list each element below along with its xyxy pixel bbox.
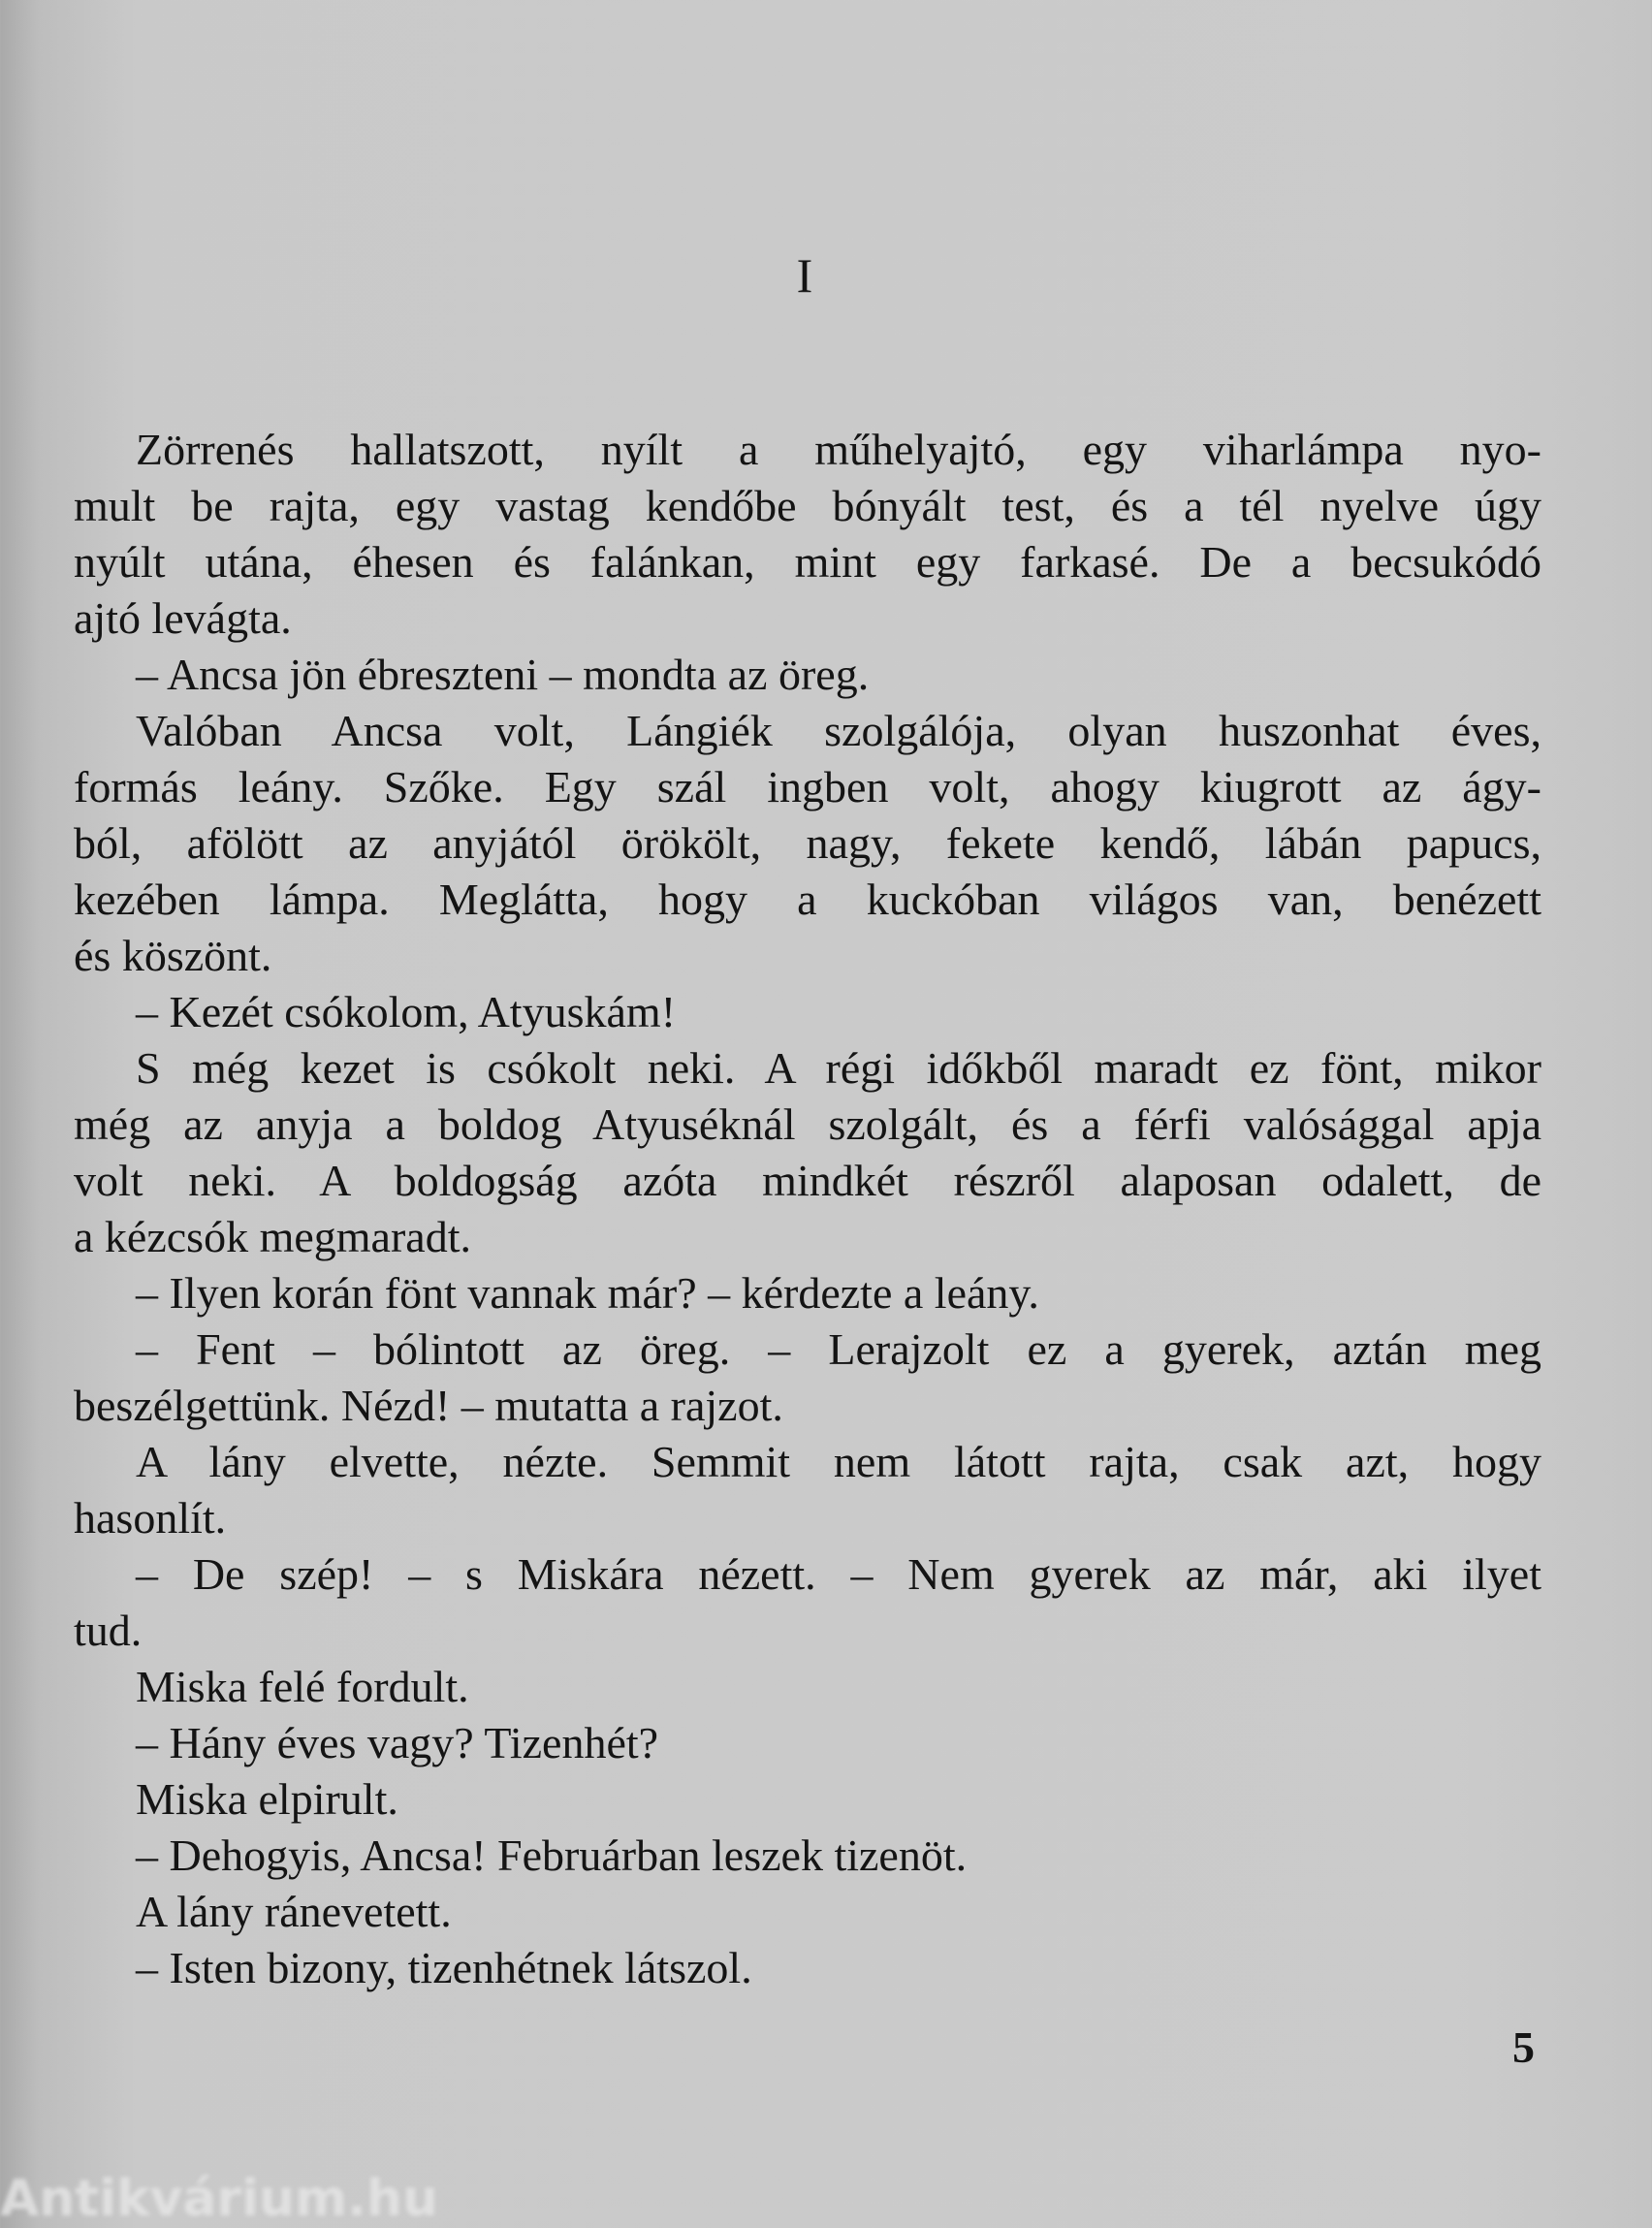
text-line: nyúlt utána, éhesen és falánkan, mint egy farkasé. De a becsukódó <box>74 537 1541 587</box>
text-line: – Hány éves vagy? Tizenhét? <box>136 1718 659 1767</box>
text-line: tud. <box>74 1606 143 1655</box>
chapter-heading: I <box>796 248 813 302</box>
text-line: hasonlít. <box>74 1493 227 1543</box>
text-line: A lány ránevetett. <box>136 1887 452 1936</box>
text-line: – Ilyen korán fönt vannak már? – kérdezte a leány. <box>136 1268 1039 1318</box>
text-line: – Dehogyis, Ancsa! Februárban leszek tizenöt. <box>136 1830 968 1880</box>
text-line: kezében lámpa. Meglátta, hogy a kuckóban világos van, benézett <box>74 875 1541 924</box>
text-line: ból, afölött az anyjától örökölt, nagy, fekete kendő, lábán papucs, <box>74 818 1541 868</box>
text-line: Zörrenés hallatszott, nyílt a műhelyajtó, egy viharlámpa nyo- <box>136 425 1541 474</box>
text-line: – De szép! – s Miskára nézett. – Nem gyerek az már, aki ilyet <box>136 1549 1541 1599</box>
text-line: a kézcsók megmaradt. <box>74 1212 471 1261</box>
text-line: ajtó levágta. <box>74 593 292 643</box>
text-line: beszélgettünk. Nézd! – mutatta a rajzot. <box>74 1381 783 1430</box>
body-text <box>74 422 1541 1996</box>
text-line: volt neki. A boldogság azóta mindkét részről alaposan odalett, de <box>74 1156 1541 1205</box>
text-line: – Isten bizony, tizenhétnek látszol. <box>136 1943 752 1992</box>
text-line: A lány elvette, nézte. Semmit nem látott rajta, csak azt, hogy <box>136 1437 1541 1486</box>
text-line: mult be rajta, egy vastag kendőbe bónyált test, és a tél nyelve úgy <box>74 481 1541 530</box>
text-line: Valóban Ancsa volt, Lángiék szolgálója, olyan huszonhat éves, <box>136 706 1541 755</box>
text-line: – Kezét csókolom, Atyuskám! <box>136 987 677 1036</box>
page-number: 5 <box>1512 2022 1535 2072</box>
text-line: és köszönt. <box>74 931 272 980</box>
text-line: – Fent – bólintott az öreg. – Lerajzolt ez a gyerek, aztán meg <box>136 1324 1541 1374</box>
text-line: még az anyja a boldog Atyuséknál szolgált, és a férfi valósággal apja <box>74 1099 1541 1149</box>
text-line: formás leány. Szőke. Egy szál ingben volt, ahogy kiugrott az ágy- <box>74 762 1541 812</box>
text-line: Miska elpirult. <box>136 1774 398 1824</box>
text-line: S még kezet is csókolt neki. A régi időkből maradt ez fönt, mikor <box>136 1043 1541 1093</box>
text-line: – Ancsa jön ébreszteni – mondta az öreg. <box>136 650 870 699</box>
watermark: Antikvárium.hu <box>0 2170 438 2228</box>
text-line: Miska felé fordult. <box>136 1662 469 1711</box>
